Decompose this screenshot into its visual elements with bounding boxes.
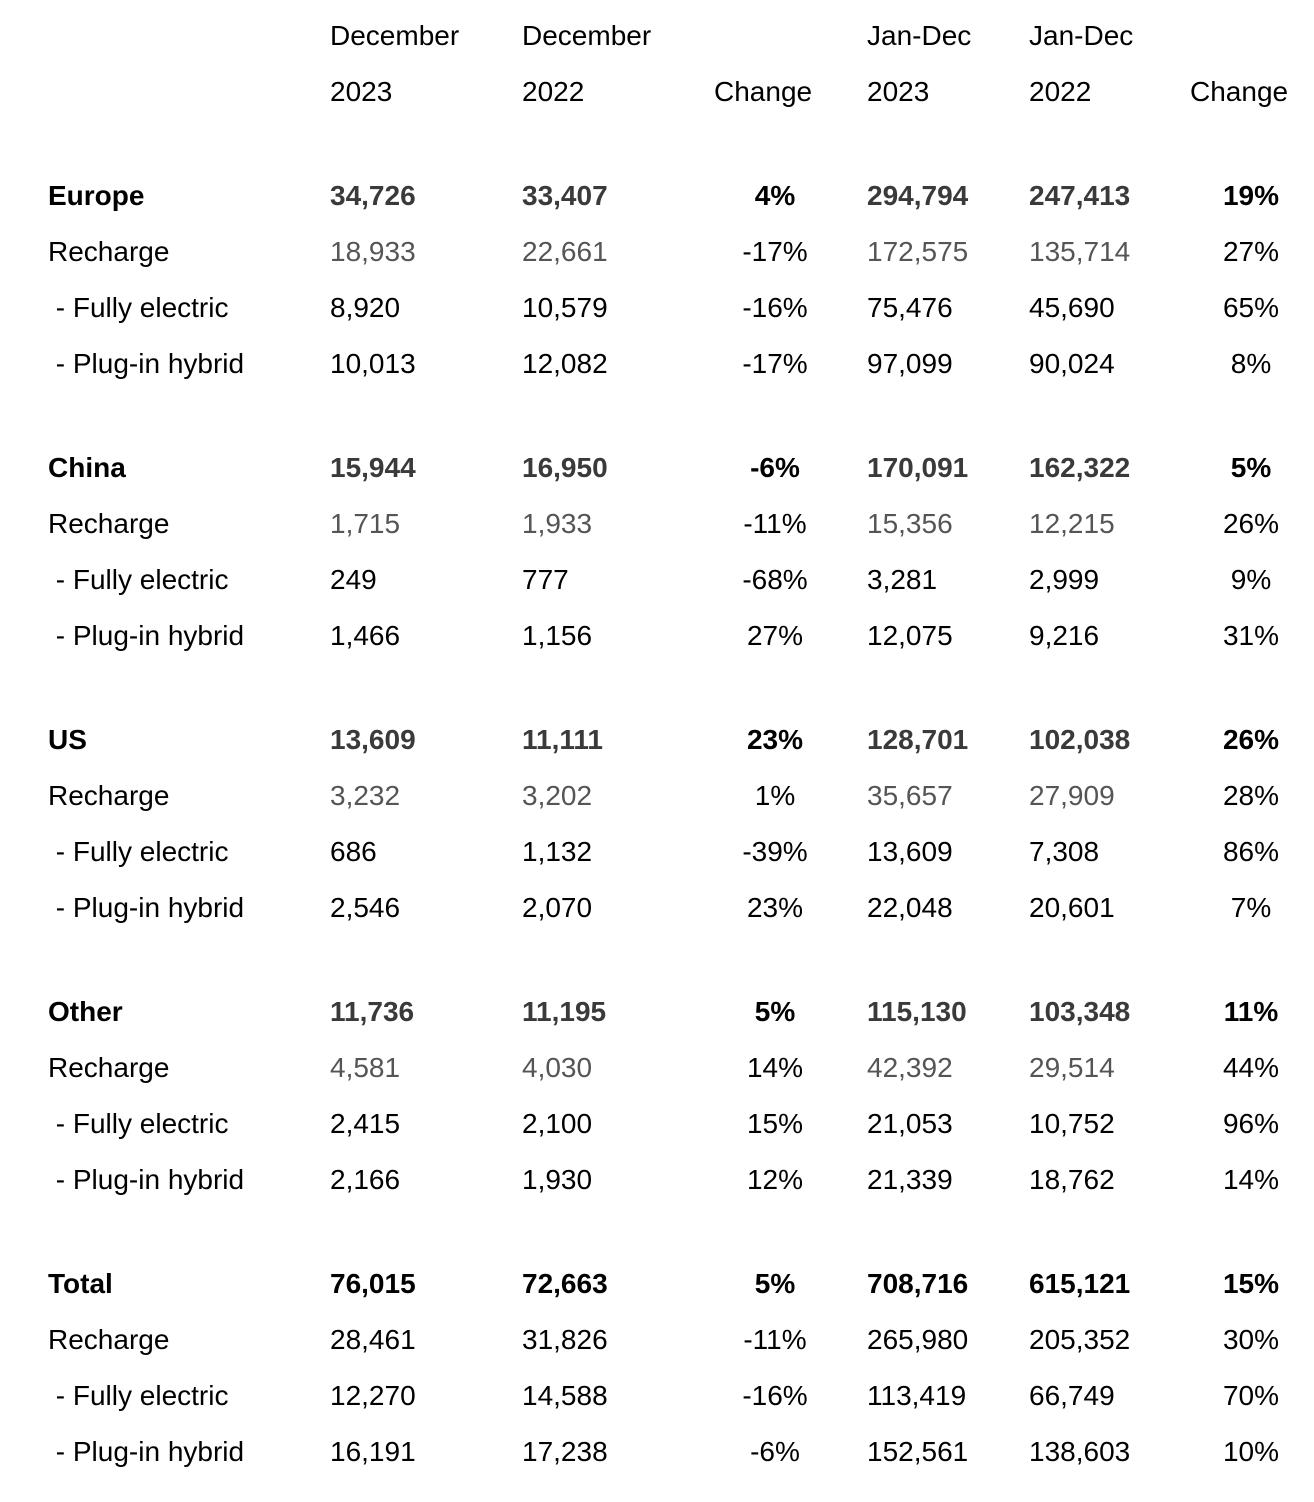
- table-row-plug-in-hybrid: [0, 888, 1314, 928]
- row-label: - Plug-in hybrid: [48, 1436, 245, 1467]
- row-label: Recharge: [48, 236, 170, 267]
- table-row-fully-electric: [0, 288, 1314, 328]
- cell-change-month: -17%: [742, 348, 808, 379]
- cell-ytd2022: 205,352: [1029, 1324, 1131, 1355]
- table-row-china: [0, 448, 1314, 488]
- cell-dec2023: 13,609: [330, 724, 416, 755]
- col-header-dec2022-line2: 2022: [522, 76, 585, 107]
- cell-dec2023: 10,013: [330, 348, 416, 379]
- cell-dec2022: 2,100: [522, 1108, 593, 1139]
- cell-dec2023: 1,715: [330, 508, 401, 539]
- cell-change-month: 15%: [746, 1108, 804, 1139]
- row-label: - Fully electric: [48, 1380, 229, 1411]
- cell-dec2022: 31,826: [522, 1324, 608, 1355]
- cell-change-ytd: 14%: [1222, 1164, 1280, 1195]
- cell-ytd2022: 102,038: [1029, 724, 1131, 755]
- cell-change-ytd: 27%: [1222, 236, 1280, 267]
- row-label: - Fully electric: [48, 1108, 229, 1139]
- cell-change-month: 5%: [754, 996, 796, 1027]
- cell-change-month: -11%: [743, 508, 807, 539]
- cell-ytd2022: 138,603: [1029, 1436, 1131, 1467]
- cell-ytd2022: 29,514: [1029, 1052, 1115, 1083]
- cell-dec2022: 11,195: [522, 996, 607, 1027]
- cell-ytd2023: 3,281: [867, 564, 938, 595]
- col-header-change-month: Change: [714, 76, 813, 107]
- cell-ytd2023: 115,130: [867, 996, 967, 1027]
- cell-dec2023: 28,461: [330, 1324, 416, 1355]
- cell-change-ytd: 86%: [1222, 836, 1280, 867]
- cell-dec2023: 686: [330, 836, 377, 867]
- cell-dec2022: 11,111: [522, 724, 604, 755]
- cell-change-month: 5%: [754, 1268, 796, 1299]
- cell-dec2022: 777: [522, 564, 569, 595]
- table-row-plug-in-hybrid: [0, 616, 1314, 656]
- cell-change-ytd: 70%: [1222, 1380, 1280, 1411]
- row-label: Recharge: [48, 780, 170, 811]
- cell-dec2022: 10,579: [522, 292, 608, 323]
- table-row-fully-electric: [0, 1376, 1314, 1416]
- cell-dec2022: 3,202: [522, 780, 593, 811]
- cell-dec2022: 14,588: [522, 1380, 608, 1411]
- cell-ytd2022: 90,024: [1029, 348, 1115, 379]
- cell-ytd2022: 20,601: [1029, 892, 1115, 923]
- cell-ytd2022: 615,121: [1029, 1268, 1131, 1299]
- cell-dec2022: 12,082: [522, 348, 608, 379]
- cell-change-month: -6%: [750, 452, 800, 483]
- cell-ytd2022: 247,413: [1029, 180, 1131, 211]
- cell-dec2022: 1,933: [522, 508, 593, 539]
- cell-change-month: -39%: [742, 836, 808, 867]
- row-label: US: [48, 724, 87, 755]
- cell-change-ytd: 28%: [1222, 780, 1280, 811]
- col-header-change-ytd: Change: [1190, 76, 1289, 107]
- cell-change-ytd: 44%: [1222, 1052, 1280, 1083]
- cell-dec2022: 16,950: [522, 452, 608, 483]
- cell-dec2023: 11,736: [330, 996, 415, 1027]
- row-label: Total: [48, 1268, 113, 1299]
- cell-ytd2023: 75,476: [867, 292, 953, 323]
- cell-change-ytd: 19%: [1222, 180, 1280, 211]
- table-row-plug-in-hybrid: [0, 344, 1314, 384]
- row-label: China: [48, 452, 126, 483]
- cell-ytd2023: 152,561: [867, 1436, 969, 1467]
- cell-ytd2023: 113,419: [867, 1380, 967, 1411]
- cell-change-month: -16%: [742, 1380, 808, 1411]
- table-row-other: [0, 992, 1314, 1032]
- cell-change-ytd: 8%: [1230, 348, 1272, 379]
- cell-change-month: 12%: [746, 1164, 804, 1195]
- row-label: Recharge: [48, 508, 170, 539]
- table-row-plug-in-hybrid: [0, 1432, 1314, 1472]
- table-row-recharge: [0, 504, 1314, 544]
- cell-dec2022: 1,930: [522, 1164, 593, 1195]
- table-row-plug-in-hybrid: [0, 1160, 1314, 1200]
- row-label: - Plug-in hybrid: [48, 348, 245, 379]
- col-header-ytd2023-line1: Jan-Dec: [867, 20, 972, 51]
- cell-change-month: 27%: [746, 620, 804, 651]
- cell-change-month: 1%: [754, 780, 796, 811]
- cell-change-month: -17%: [742, 236, 808, 267]
- row-label: Recharge: [48, 1052, 170, 1083]
- cell-dec2023: 12,270: [330, 1380, 416, 1411]
- row-label: - Plug-in hybrid: [48, 620, 245, 651]
- cell-ytd2022: 66,749: [1029, 1380, 1115, 1411]
- cell-ytd2023: 35,657: [867, 780, 953, 811]
- cell-change-ytd: 96%: [1222, 1108, 1280, 1139]
- table-row-fully-electric: [0, 560, 1314, 600]
- cell-change-ytd: 5%: [1230, 452, 1272, 483]
- cell-change-month: -16%: [742, 292, 808, 323]
- cell-change-ytd: 10%: [1222, 1436, 1280, 1467]
- cell-ytd2023: 21,339: [867, 1164, 953, 1195]
- cell-ytd2022: 12,215: [1029, 508, 1115, 539]
- col-header-dec2022-line1: December: [522, 20, 652, 51]
- table-row-recharge: [0, 232, 1314, 272]
- row-label: - Plug-in hybrid: [48, 892, 245, 923]
- cell-dec2023: 16,191: [330, 1436, 416, 1467]
- cell-ytd2022: 103,348: [1029, 996, 1131, 1027]
- table-row-fully-electric: [0, 1104, 1314, 1144]
- cell-ytd2023: 265,980: [867, 1324, 969, 1355]
- cell-change-ytd: 31%: [1222, 620, 1280, 651]
- cell-ytd2022: 7,308: [1029, 836, 1100, 867]
- cell-ytd2023: 42,392: [867, 1052, 953, 1083]
- col-header-dec2023-line1: December: [330, 20, 460, 51]
- cell-change-month: 4%: [754, 180, 796, 211]
- cell-ytd2022: 45,690: [1029, 292, 1115, 323]
- col-header-ytd2022-line1: Jan-Dec: [1029, 20, 1134, 51]
- row-label: - Fully electric: [48, 836, 229, 867]
- cell-dec2022: 72,663: [522, 1268, 608, 1299]
- table-row-recharge: [0, 1320, 1314, 1360]
- cell-dec2022: 2,070: [522, 892, 593, 923]
- cell-change-ytd: 65%: [1222, 292, 1280, 323]
- table-row-fully-electric: [0, 832, 1314, 872]
- cell-dec2023: 3,232: [330, 780, 401, 811]
- cell-ytd2023: 97,099: [867, 348, 953, 379]
- cell-change-ytd: 30%: [1222, 1324, 1280, 1355]
- col-header-ytd2023-line2: 2023: [867, 76, 930, 107]
- row-label: Other: [48, 996, 123, 1027]
- cell-ytd2023: 170,091: [867, 452, 969, 483]
- cell-change-ytd: 26%: [1222, 724, 1280, 755]
- cell-dec2023: 34,726: [330, 180, 416, 211]
- row-label: Recharge: [48, 1324, 170, 1355]
- cell-ytd2022: 135,714: [1029, 236, 1131, 267]
- cell-dec2023: 76,015: [330, 1268, 416, 1299]
- cell-change-ytd: 26%: [1222, 508, 1280, 539]
- cell-change-month: -6%: [750, 1436, 800, 1467]
- cell-change-month: 23%: [746, 892, 804, 923]
- cell-dec2022: 33,407: [522, 180, 608, 211]
- cell-ytd2022: 27,909: [1029, 780, 1115, 811]
- cell-ytd2022: 2,999: [1029, 564, 1100, 595]
- cell-dec2023: 18,933: [330, 236, 416, 267]
- cell-dec2023: 2,415: [330, 1108, 401, 1139]
- cell-dec2023: 4,581: [330, 1052, 401, 1083]
- row-label: - Plug-in hybrid: [48, 1164, 245, 1195]
- cell-change-ytd: 15%: [1222, 1268, 1280, 1299]
- cell-dec2023: 249: [330, 564, 377, 595]
- col-header-dec2023-line2: 2023: [330, 76, 393, 107]
- cell-dec2022: 17,238: [522, 1436, 608, 1467]
- col-header-ytd2022-line2: 2022: [1029, 76, 1092, 107]
- cell-change-month: -11%: [743, 1324, 807, 1355]
- row-label: Europe: [48, 180, 145, 211]
- cell-dec2023: 1,466: [330, 620, 401, 651]
- cell-ytd2022: 18,762: [1029, 1164, 1115, 1195]
- cell-ytd2023: 128,701: [867, 724, 969, 755]
- cell-change-month: 14%: [746, 1052, 804, 1083]
- cell-change-month: -68%: [742, 564, 808, 595]
- cell-ytd2023: 708,716: [867, 1268, 969, 1299]
- table-row-total: [0, 1264, 1314, 1304]
- cell-ytd2023: 13,609: [867, 836, 953, 867]
- cell-ytd2023: 15,356: [867, 508, 953, 539]
- cell-dec2023: 15,944: [330, 452, 416, 483]
- cell-change-ytd: 11%: [1223, 996, 1279, 1027]
- cell-ytd2023: 294,794: [867, 180, 969, 211]
- cell-change-month: 23%: [746, 724, 804, 755]
- table-row-europe: [0, 176, 1314, 216]
- cell-dec2022: 22,661: [522, 236, 608, 267]
- cell-ytd2023: 22,048: [867, 892, 953, 923]
- cell-dec2023: 2,166: [330, 1164, 401, 1195]
- cell-ytd2023: 21,053: [867, 1108, 953, 1139]
- cell-ytd2023: 172,575: [867, 236, 969, 267]
- row-label: - Fully electric: [48, 292, 229, 323]
- cell-ytd2023: 12,075: [867, 620, 953, 651]
- cell-dec2022: 1,132: [522, 836, 593, 867]
- cell-change-ytd: 7%: [1230, 892, 1272, 923]
- cell-dec2023: 2,546: [330, 892, 401, 923]
- cell-ytd2022: 162,322: [1029, 452, 1131, 483]
- row-label: - Fully electric: [48, 564, 229, 595]
- cell-dec2022: 4,030: [522, 1052, 593, 1083]
- table-row-recharge: [0, 776, 1314, 816]
- cell-ytd2022: 9,216: [1029, 620, 1100, 651]
- cell-change-ytd: 9%: [1230, 564, 1272, 595]
- cell-dec2023: 8,920: [330, 292, 401, 323]
- table-row-recharge: [0, 1048, 1314, 1088]
- table-row-us: [0, 720, 1314, 760]
- cell-dec2022: 1,156: [522, 620, 593, 651]
- cell-ytd2022: 10,752: [1029, 1108, 1115, 1139]
